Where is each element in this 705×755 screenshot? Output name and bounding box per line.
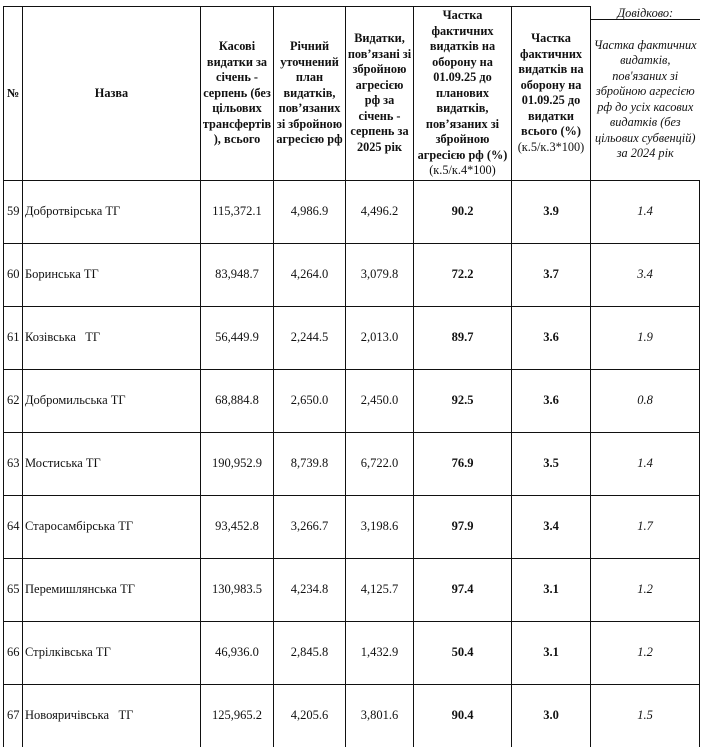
header-share-of-total [512, 7, 591, 181]
row-community-name: Новояричівська ТГ [23, 684, 201, 747]
header-reference-group: Довідково: [591, 7, 700, 20]
row-share-of-total: 3.1 [512, 558, 591, 621]
row-reference-share-2024: 3.4 [591, 243, 700, 306]
table-row [4, 684, 700, 747]
header-cash-expenditures: Касові видатки за січень - серпень (без цільових трансфертів ), всього [201, 7, 274, 181]
row-number: 60 [4, 243, 23, 306]
row-community-name: Козівська ТГ [23, 306, 201, 369]
row-community-name: Добротвірська ТГ [23, 180, 201, 243]
table-row [4, 621, 700, 684]
row-reference-share-2024: 1.4 [591, 180, 700, 243]
table-row [4, 495, 700, 558]
row-annual-plan: 4,234.8 [274, 558, 346, 621]
row-cash-expenditures: 125,965.2 [201, 684, 274, 747]
row-share-of-plan: 50.4 [414, 621, 512, 684]
row-share-of-total: 3.6 [512, 369, 591, 432]
row-community-name: Перемишлянська ТГ [23, 558, 201, 621]
row-number: 67 [4, 684, 23, 747]
row-share-of-plan: 90.2 [414, 180, 512, 243]
row-share-of-plan: 90.4 [414, 684, 512, 747]
row-number: 66 [4, 621, 23, 684]
row-community-name: Старосамбірська ТГ [23, 495, 201, 558]
row-community-name: Стрілківська ТГ [23, 621, 201, 684]
row-reference-share-2024: 1.2 [591, 558, 700, 621]
row-defense-expenditures: 3,801.6 [346, 684, 414, 747]
row-share-of-plan: 76.9 [414, 432, 512, 495]
row-share-of-plan: 97.4 [414, 558, 512, 621]
header-no: № [4, 7, 23, 181]
row-defense-expenditures: 3,198.6 [346, 495, 414, 558]
row-annual-plan: 2,244.5 [274, 306, 346, 369]
row-annual-plan: 2,650.0 [274, 369, 346, 432]
row-defense-expenditures: 2,013.0 [346, 306, 414, 369]
row-defense-expenditures: 3,079.8 [346, 243, 414, 306]
header-share-of-plan [414, 7, 512, 181]
row-annual-plan: 8,739.8 [274, 432, 346, 495]
table-row [4, 306, 700, 369]
row-cash-expenditures: 190,952.9 [201, 432, 274, 495]
table-row [4, 558, 700, 621]
row-number: 64 [4, 495, 23, 558]
row-community-name: Добромильська ТГ [23, 369, 201, 432]
row-annual-plan: 4,205.6 [274, 684, 346, 747]
header-name: Назва [23, 7, 201, 181]
row-reference-share-2024: 1.4 [591, 432, 700, 495]
row-share-of-total: 3.7 [512, 243, 591, 306]
row-share-of-total: 3.4 [512, 495, 591, 558]
header-annual-plan: Річний уточнений план видатків, пов’язаних зі збройною агресією рф [274, 7, 346, 181]
header-reference-share-2024: Частка фактичних видатків, пов'язаних зі збройною агресією рф до усіх касових видатків (без цільових субвенцій) за 2024 рік [591, 19, 700, 180]
row-cash-expenditures: 93,452.8 [201, 495, 274, 558]
row-number: 63 [4, 432, 23, 495]
row-annual-plan: 2,845.8 [274, 621, 346, 684]
table-row [4, 243, 700, 306]
row-defense-expenditures: 4,125.7 [346, 558, 414, 621]
row-cash-expenditures: 46,936.0 [201, 621, 274, 684]
table-row [4, 432, 700, 495]
row-cash-expenditures: 68,884.8 [201, 369, 274, 432]
row-cash-expenditures: 83,948.7 [201, 243, 274, 306]
row-annual-plan: 4,264.0 [274, 243, 346, 306]
row-share-of-total: 3.5 [512, 432, 591, 495]
row-community-name: Мостиська ТГ [23, 432, 201, 495]
row-cash-expenditures: 56,449.9 [201, 306, 274, 369]
row-share-of-plan: 92.5 [414, 369, 512, 432]
row-reference-share-2024: 1.7 [591, 495, 700, 558]
table-body [4, 180, 700, 747]
row-annual-plan: 4,986.9 [274, 180, 346, 243]
row-share-of-total: 3.6 [512, 306, 591, 369]
row-share-of-plan: 97.9 [414, 495, 512, 558]
defense-spending-table [3, 6, 700, 747]
row-reference-share-2024: 1.5 [591, 684, 700, 747]
header-defense-expenditures: Видатки, пов’язані зі збройною агресією рф за січень - серпень за 2025 рік [346, 7, 414, 181]
row-cash-expenditures: 130,983.5 [201, 558, 274, 621]
row-annual-plan: 3,266.7 [274, 495, 346, 558]
row-cash-expenditures: 115,372.1 [201, 180, 274, 243]
header-row-top [4, 7, 700, 20]
row-share-of-total: 3.9 [512, 180, 591, 243]
row-defense-expenditures: 6,722.0 [346, 432, 414, 495]
row-reference-share-2024: 0.8 [591, 369, 700, 432]
row-defense-expenditures: 4,496.2 [346, 180, 414, 243]
row-reference-share-2024: 1.2 [591, 621, 700, 684]
row-share-of-total: 3.0 [512, 684, 591, 747]
row-community-name: Боринська ТГ [23, 243, 201, 306]
row-share-of-plan: 72.2 [414, 243, 512, 306]
table-row [4, 180, 700, 243]
header-share-of-total-formula: (к.5/к.3*100) [517, 139, 585, 154]
row-share-of-plan: 89.7 [414, 306, 512, 369]
row-number: 65 [4, 558, 23, 621]
row-number: 61 [4, 306, 23, 369]
row-reference-share-2024: 1.9 [591, 306, 700, 369]
table-row [4, 369, 700, 432]
header-share-of-plan-label: Частка фактичних видатків на оборону на 01.09.25 до планових видатків, пов’язаних зі збройною агресією рф (%) [417, 8, 508, 162]
row-defense-expenditures: 1,432.9 [346, 621, 414, 684]
header-share-of-plan-formula: (к.5/к.4*100) [429, 163, 496, 177]
row-defense-expenditures: 2,450.0 [346, 369, 414, 432]
header-share-of-total-label: Частка фактичних видатків на оборону на 01.09.25 до видатки всього (%) [518, 31, 584, 139]
row-number: 59 [4, 180, 23, 243]
row-number: 62 [4, 369, 23, 432]
row-share-of-total: 3.1 [512, 621, 591, 684]
